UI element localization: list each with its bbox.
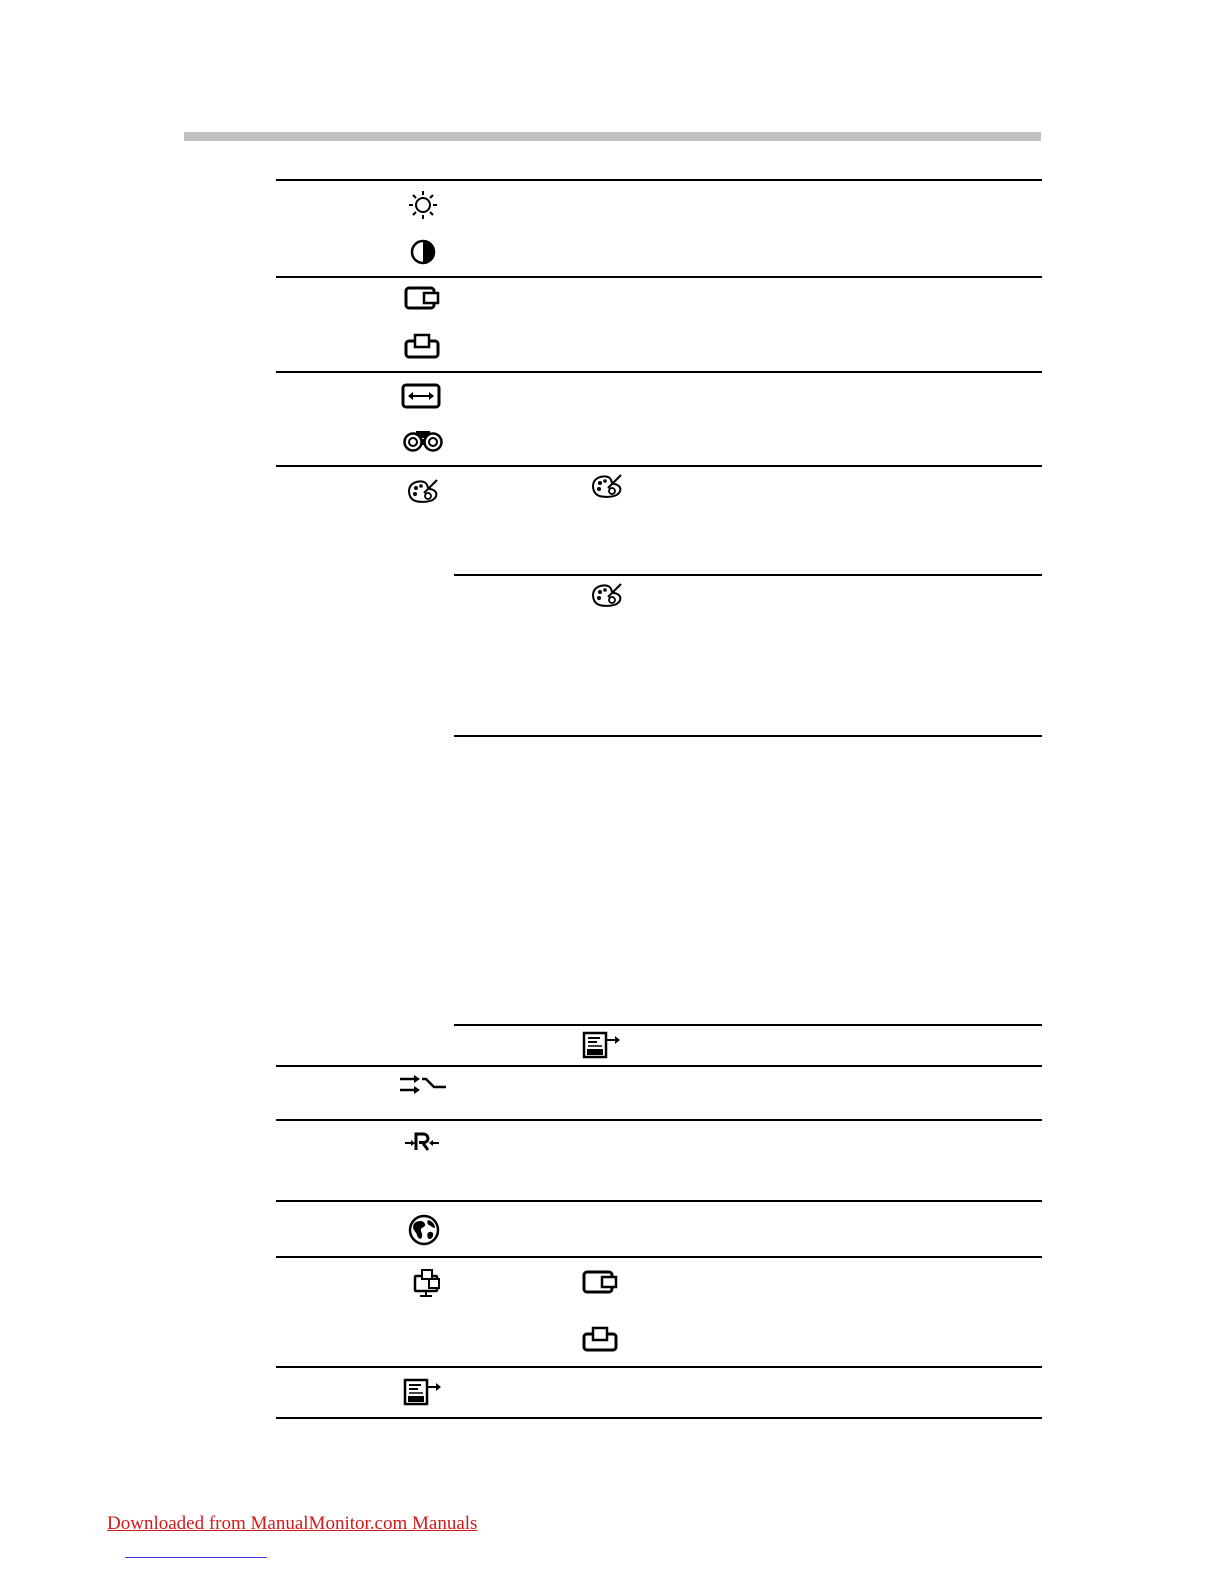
fine-tune-binoculars-icon (403, 430, 443, 452)
table-rule (276, 1065, 1042, 1067)
language-globe-icon (408, 1214, 440, 1246)
horizontal-position-icon (582, 1270, 618, 1294)
table-rule (276, 1119, 1042, 1121)
horizontal-size-icon (401, 383, 441, 409)
menu-exit-icon (582, 1031, 622, 1059)
color-palette-icon (590, 582, 624, 608)
table-subrule (454, 574, 1042, 576)
color-palette-icon (590, 473, 624, 499)
reset-icon (404, 1130, 440, 1154)
brightness-sun-icon (408, 190, 438, 220)
table-rule (276, 1256, 1042, 1258)
table-rule (276, 1200, 1042, 1202)
table-rule (276, 371, 1042, 373)
table-rule (276, 465, 1042, 467)
download-source-link[interactable]: Downloaded from ManualMonitor.com Manuals (107, 1513, 478, 1534)
table-rule-bottom (276, 1417, 1042, 1419)
table-subrule (454, 735, 1042, 737)
osd-position-icon (413, 1268, 445, 1298)
menu-exit-icon (403, 1378, 443, 1406)
input-select-icon (398, 1073, 448, 1097)
horizontal-position-icon (404, 286, 440, 310)
contrast-half-circle-icon (410, 239, 436, 265)
color-palette-icon (406, 478, 440, 504)
footer-underline (125, 1557, 267, 1558)
table-subrule (454, 1024, 1042, 1026)
table-rule (276, 1366, 1042, 1368)
vertical-position-icon (582, 1326, 618, 1352)
table-rule (276, 276, 1042, 278)
vertical-position-icon (404, 333, 440, 359)
table-rule-top (276, 179, 1042, 181)
header-bar (184, 132, 1041, 141)
